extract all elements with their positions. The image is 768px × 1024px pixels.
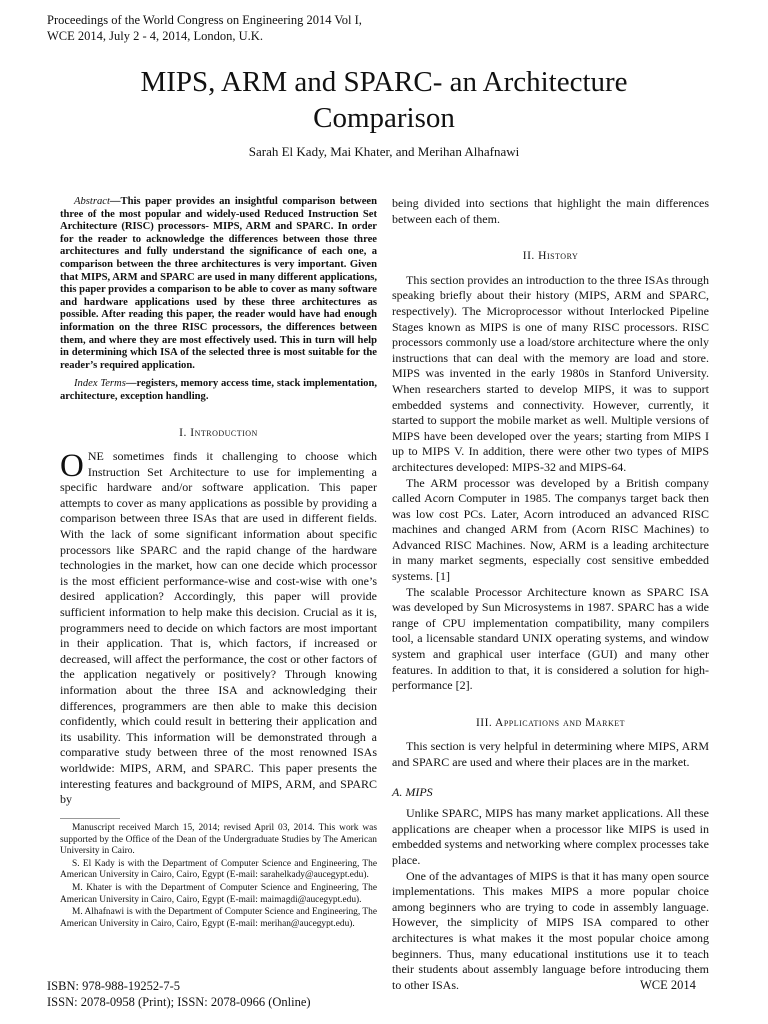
index-terms xyxy=(60,378,377,403)
header-line-2: WCE 2014, July 2 - 4, 2014, London, U.K. xyxy=(47,29,263,43)
section-heading-applications: III. Applications and Market xyxy=(475,716,626,729)
history-paragraph-2: The ARM processor was developed by a British company called Acorn Computer in 1985. The companys target back then was low cost PCs. Later, Acorn introduced an advanced RISC machines and changed ARM from (Acorn RISC Machines) to Advanced RISC Machines. Now, ARM is a leading architecture in many market segments, especially cost sensitive embedded systems. [1] xyxy=(392,475,709,584)
intro-paragraph xyxy=(60,449,377,808)
section-heading-introduction: I. Introduction xyxy=(179,426,258,439)
footer-conference: WCE 2014 xyxy=(640,978,696,992)
mips-paragraph-1: Unlike SPARC, MIPS has many market applications. All these applications are cheaper when a processor like MIPS is used in embedded systems and networking where complex processes take place. xyxy=(392,806,709,867)
footer-isbn-block xyxy=(47,978,311,1010)
title-line-1: MIPS, ARM and SPARC- an Architecture xyxy=(140,66,628,98)
index-terms-lead: Index Terms xyxy=(74,378,126,390)
footnote-manuscript: Manuscript received March 15, 2014; revised April 03, 2014. This work was supported by the Office of the Dean of the Undergraduate Studies by The American University in Cairo. xyxy=(60,823,377,857)
footer-isbn: ISBN: 978-988-19252-7-5 xyxy=(47,979,180,993)
abstract-lead: Abstract xyxy=(74,196,110,207)
section-heading-history: II. History xyxy=(522,250,579,263)
footnote-author-2: M. Khater is with the Department of Computer Science and Engineering, The American University in Cairo, Cairo, Egypt (E-mail: maimagdi@aucegypt.edu). xyxy=(60,882,377,905)
subsection-heading-mips: A. MIPS xyxy=(392,784,433,799)
header-line-1: Proceedings of the World Congress on Engineering 2014 Vol I, xyxy=(47,13,362,27)
footnotes xyxy=(60,823,377,931)
paper-title xyxy=(60,64,708,136)
footer-issn: ISSN: 2078-0958 (Print); ISSN: 2078-0966 (Online) xyxy=(47,995,311,1009)
abstract-text: —This paper provides an insightful comparison between three of the most popular and widely-used Reduced Instruction Set Architecture (RISC) processors- MIPS, ARM and SPARC. In order for the reader to acknowledge the differences between those three architectures and fully understand the significance of each one, a comparison between the three architectures is very important. Given that MIPS, ARM and SPARC are used in many different applications, this paper provides a comparison to be able to cover as many software and hardware applications used by these three architectures as possible. After reading this paper, the reader would have had enough information on the three RISC processors, the differences between them, and where they are most effectively used. This in turn will help in determining which ISA of the selected three is most suitable for the reader’s required application. xyxy=(60,196,377,371)
author-list: Sarah El Kady, Mai Khater, and Merihan Alhafnawi xyxy=(248,144,520,159)
title-line-2: Comparison xyxy=(313,102,455,134)
history-paragraph-1: This section provides an introduction to the three ISAs through speaking briefly about their history (MIPS, ARM and SPARC, respectively). The Microprocessor without Interlocked Pipeline Stages known as MIPS is one of many RISC processors. RISC processors commonly use a load/store architecture where the only instructions that can deal with the memory are load and store. MIPS was invented in the early 1980s in Stanford University. When researchers started to develop MIPS, it was to support embedded systems and connectivity. However, currently, it started to support the mobile market as well. Multiple versions of MIPS have been developed over the years; starting from MIPS I up to MIPS V. In addition, there were other two types of MIPS architectures developed: MIPS-32 and MIPS-64. xyxy=(392,272,709,474)
intro-continuation: being divided into sections that highlight the main differences between each of them. xyxy=(392,196,709,226)
history-paragraph-3: The scalable Processor Architecture known as SPARC ISA was developed by Sun Microsystems in 1987. SPARC has a wide range of CPU implementation compatibility, many compilers tool, a licensable standard UNIX operating systems, and window system and graphical user interface (GUI) and many other features. In addition to that, it is considered a solution for high-performance [2]. xyxy=(392,584,709,693)
mips-paragraph-2: One of the advantages of MIPS is that it has many open source implementations. This makes MIPS a more popular choice among beginners who are trying to code in assembly language. However, the simplicity of MIPS ISA compared to other architectures is what makes it the most popular choice among beginners. Thus, many educational institutions use it to teach their students about assembly language before introducing them to other ISAs. xyxy=(392,868,709,992)
running-header xyxy=(47,12,362,44)
footnote-rule xyxy=(60,818,120,819)
right-column xyxy=(392,196,709,993)
applications-paragraph: This section is very helpful in determining where MIPS, ARM and SPARC are used and where their places are in the market. xyxy=(392,739,709,769)
intro-text: NE sometimes finds it challenging to choose which Instruction Set Architecture to use for implementing a specific hardware and/or software application. This paper attempts to cover as many applications as possible by providing a comparison between three ISAs that are used in different fields. With the lack of some significant information about specific processors like SPARC and the rapid change of the hardware technologies in the market, how can one decide which processor is the most efficient performance-wise and cost-wise with one’s desired application? Accordingly, this paper will provide sufficient information to help make this decision. Crucial as it is, programmers need to decide on which factors are most important in their application. That is, which factors, if increased or decreased, will affect the performance, the cost or other factors of the application negatively or positively? Through knowing information about the three ISA and acknowledging their differences, programmers are then able to make this decision confidently, which could result in bettering their application and its usability. This information will be demonstrated through a comparative study between three of the most renowned ISAs worldwide: MIPS, ARM, and SPARC. This paper presents the interesting features and background of MIPS, ARM, and SPARC by xyxy=(60,449,377,807)
abstract xyxy=(60,196,377,372)
left-column xyxy=(60,196,377,808)
footnote-author-3: M. Alhafnawi is with the Department of Computer Science and Engineering, The American University in Cairo, Cairo, Egypt (E-mail: merihan@aucegypt.edu). xyxy=(60,907,377,929)
index-terms-text: —registers, memory access time, stack implementation, architecture, exception handling. xyxy=(60,378,377,402)
drop-cap: O xyxy=(60,448,84,485)
footnote-author-1: S. El Kady is with the Department of Computer Science and Engineering, The American University in Cairo, Cairo, Egypt (E-mail: sarahelkady@aucegypt.edu). xyxy=(60,858,377,881)
